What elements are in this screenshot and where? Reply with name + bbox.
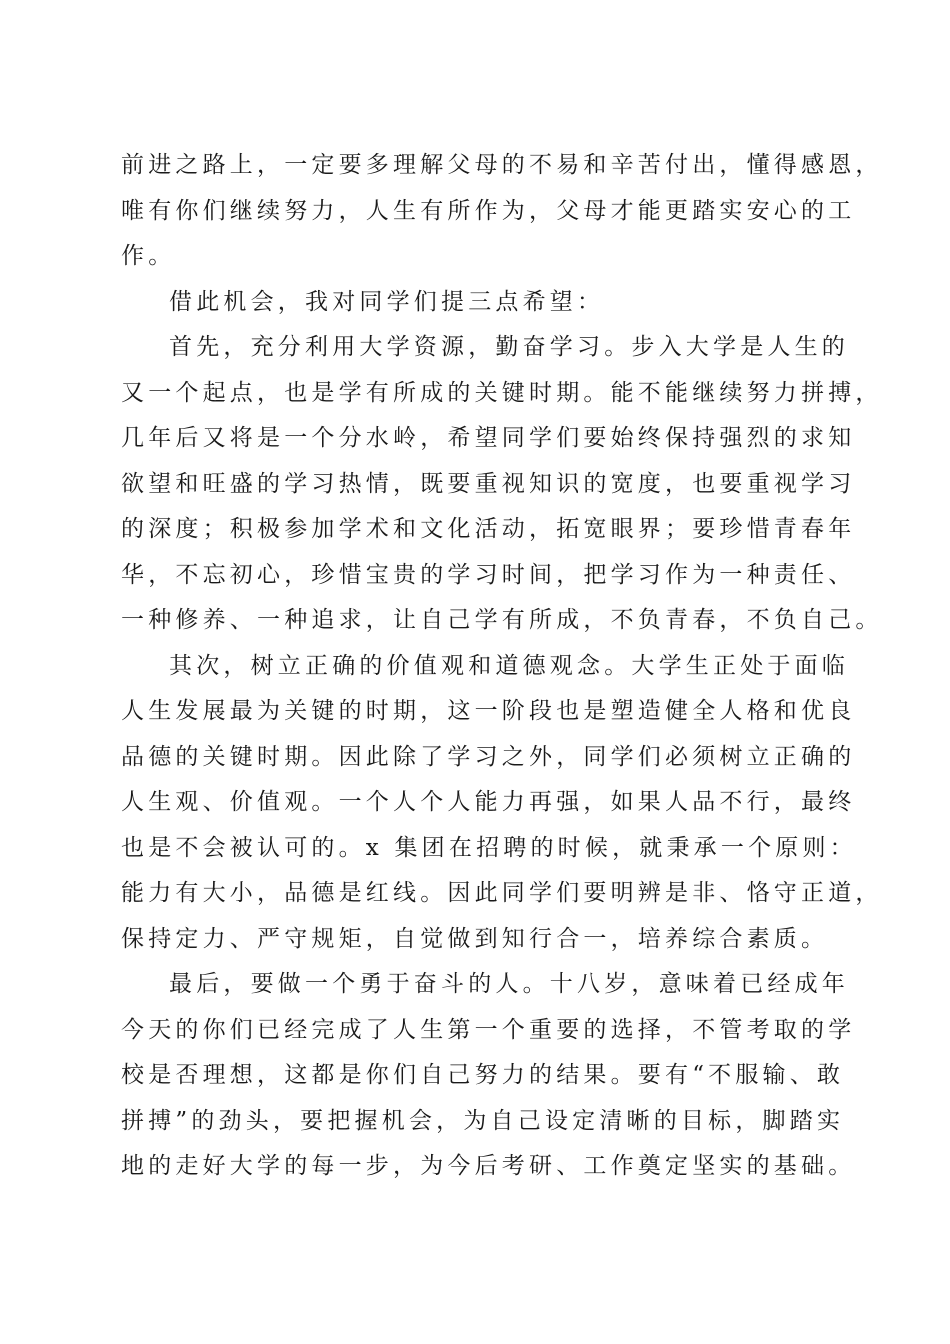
text-line-11: 一种修养、一种追求，让自己学有所成，不负青春，不负自己。 xyxy=(121,607,883,633)
text-line-5: 首先，充分利用大学资源，勤奋学习。步入大学是人生的 xyxy=(169,334,849,360)
text-line-20: 今天的你们已经完成了人生第一个重要的选择，不管考取的学 xyxy=(121,1016,856,1043)
document-body xyxy=(121,143,883,1190)
text-line-8: 欲望和旺盛的学习热情，既要重视知识的宽度，也要重视学习 xyxy=(121,470,856,497)
text-line-16: 也是不会被认可的。x 集团在招聘的时候，就秉承一个原则： xyxy=(121,834,857,861)
text-line-19: 最后，要做一个勇于奋斗的人。十八岁，意味着已经成年 xyxy=(169,971,849,997)
text-line-2: 唯有你们继续努力，人生有所作为，父母才能更踏实安心的工 xyxy=(121,197,856,224)
text-line-18: 保持定力、严守规矩，自觉做到知行合一，培养综合素质。 xyxy=(121,925,829,952)
text-line-17: 能力有大小，品德是红线。因此同学们要明辨是非、恪守正道， xyxy=(121,880,883,906)
text-line-12: 其次，树立正确的价值观和道德观念。大学生正处于面临 xyxy=(169,652,849,679)
text-line-7: 几年后又将是一个分水岭，希望同学们要始终保持强烈的求知 xyxy=(121,425,856,451)
text-line-6: 又一个起点，也是学有所成的关键时期。能不能继续努力拼搏， xyxy=(121,379,883,406)
text-line-23: 地的走好大学的每一步，为今后考研、工作奠定坚实的基础。 xyxy=(121,1153,856,1179)
text-line-3: 作。 xyxy=(121,243,176,269)
text-line-13: 人生发展最为关键的时期，这一阶段也是塑造健全人格和优良 xyxy=(121,698,856,724)
text-line-4: 借此机会，我对同学们提三点希望： xyxy=(169,288,605,315)
text-line-22: 拼搏”的劲头，要把握机会，为自己设定清晰的目标，脚踏实 xyxy=(121,1107,845,1134)
text-line-15: 人生观、价值观。一个人个人能力再强，如果人品不行，最终 xyxy=(121,789,856,815)
text-line-14: 品德的关键时期。因此除了学习之外，同学们必须树立正确的 xyxy=(121,743,856,770)
text-line-1: 前进之路上，一定要多理解父母的不易和辛苦付出，懂得感恩， xyxy=(121,152,883,178)
text-line-10: 华，不忘初心，珍惜宝贵的学习时间，把学习作为一种责任、 xyxy=(121,561,856,588)
text-line-9: 的深度；积极参加学术和文化活动，拓宽眼界；要珍惜青春年 xyxy=(121,516,856,542)
text-line-21: 校是否理想，这都是你们自己努力的结果。要有“不服输、敢 xyxy=(121,1062,845,1088)
